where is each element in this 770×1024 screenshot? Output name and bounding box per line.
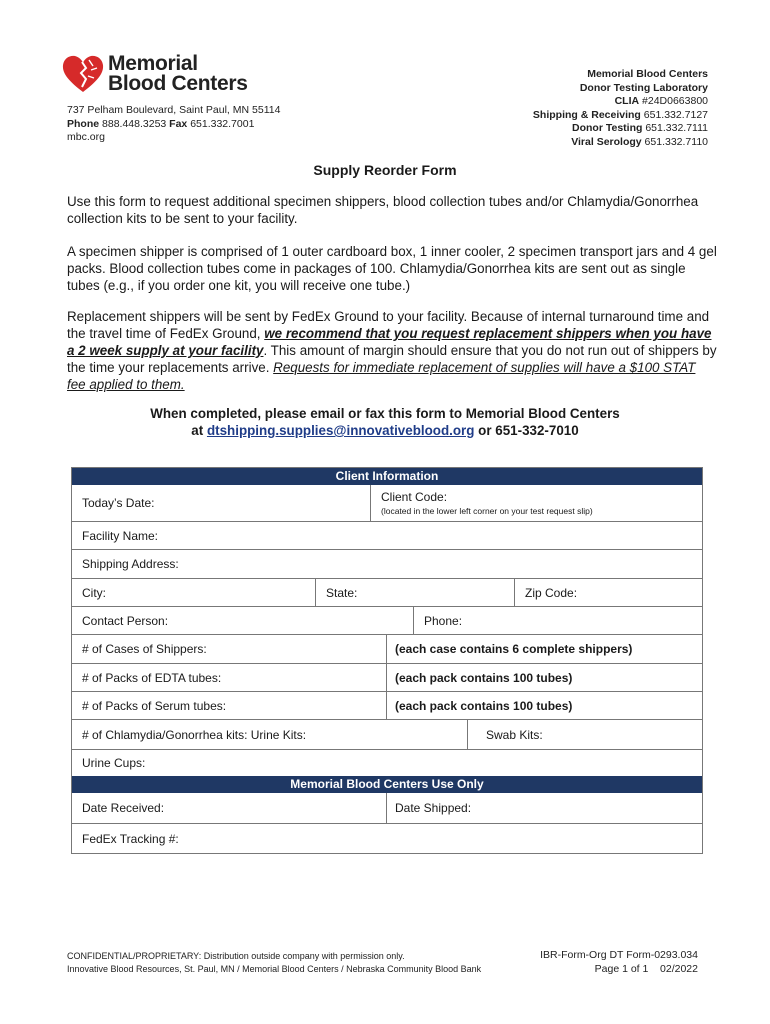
reorder-form-table (71, 467, 703, 854)
edta-tubes-field[interactable] (72, 664, 386, 691)
zip-code-field[interactable] (514, 579, 702, 606)
serum-tubes-label: # of Packs of Serum tubes: (82, 698, 227, 713)
revision-date: 02/2022 (660, 963, 698, 975)
form-row-edta (72, 663, 702, 691)
form-row-facility (72, 521, 702, 549)
client-code-label: Client Code: (381, 490, 448, 504)
phone-label-field: Phone: (424, 613, 463, 628)
swab-kits-label: Swab Kits: (486, 727, 543, 742)
form-id: IBR-Form-Org DT Form-0293.034 (540, 949, 698, 961)
client-code-note: (located in the lower left corner on your test request slip) (381, 506, 593, 516)
form-row-urine-cups (72, 749, 702, 776)
form-row-address (72, 549, 702, 578)
instruction-line1: When completed, please email or fax this form to Memorial Blood Centers (150, 406, 620, 421)
page-info (540, 962, 698, 976)
fedex-tracking-label: FedEx Tracking #: (82, 831, 179, 846)
intro-paragraph: Use this form to request additional specimen shippers, blood collection tubes and/or Chlamydia/Gonorrhea collection kits to be sent to your facility. (67, 194, 699, 226)
state-label: State: (326, 585, 358, 600)
page-title: Supply Reorder Form (313, 162, 457, 178)
phone-label: Phone (67, 117, 100, 130)
contact-line (67, 118, 280, 132)
form-row-serum (72, 691, 702, 719)
street-address: 737 Pelham Boulevard, Saint Paul, MN 55114 (67, 104, 281, 116)
clia-label: CLIA (614, 95, 640, 107)
form-row-cases (72, 634, 702, 663)
cases-note: (each case contains 6 complete shippers) (386, 635, 702, 663)
page-number: Page 1 of 1 (594, 963, 649, 975)
shipping-label: Shipping & Receiving (532, 108, 641, 121)
urine-cups-label: Urine Cups: (82, 756, 146, 770)
recommendation-text: we recommend that you request replacement shippers when you have a 2 week supply at your facility (67, 326, 712, 358)
cases-shippers-label: # of Cases of Shippers: (82, 642, 207, 656)
instruction-line2 (0, 422, 770, 439)
todays-date-label: Today’s Date: (82, 496, 155, 510)
facility-name-label: Facility Name: (82, 528, 159, 543)
fax-instruction: or 651-332-7010 (478, 423, 579, 438)
website: mbc.org (67, 131, 105, 143)
shipping-phone: 651.332.7127 (643, 108, 708, 121)
instruction-at: at (191, 423, 204, 438)
replacement-text-a: Replacement shippers will be sent by FedEx Ground to your facility. Because of internal turnaround time and the travel time of FedEx Ground, (67, 309, 710, 341)
form-row-contact (72, 606, 702, 634)
form-row-chlamydia (72, 719, 702, 749)
form-row-date (72, 485, 702, 521)
client-code-field[interactable] (370, 485, 702, 521)
form-row-fedex (72, 823, 702, 853)
city-field[interactable] (72, 579, 315, 606)
logo-line2: Blood Centers (108, 72, 248, 95)
state-field[interactable] (315, 579, 514, 606)
form-row-city (72, 578, 702, 606)
logo (62, 54, 252, 96)
donor-phone: 651.332.7111 (645, 122, 708, 134)
edta-tubes-label: # of Packs of EDTA tubes: (82, 670, 222, 685)
serum-note: (each pack contains 100 tubes) (386, 692, 702, 719)
form-row-dates (72, 793, 702, 823)
urine-kits-field[interactable] (72, 720, 467, 749)
phone-number: 888.448.3253 (102, 117, 167, 130)
zip-code-label: Zip Code: (525, 585, 578, 600)
fax-number: 651.332.7001 (190, 117, 255, 130)
urine-cups-field[interactable] (72, 750, 702, 776)
fax-label: Fax (169, 117, 188, 130)
fedex-tracking-field[interactable] (72, 824, 702, 853)
lab-dept: Donor Testing Laboratory (579, 81, 708, 94)
email-link[interactable]: dtshipping.supplies@innovativeblood.org (206, 423, 475, 438)
phone-field[interactable] (413, 607, 702, 634)
chlamydia-kits-label: # of Chlamydia/Gonorrhea kits: Urine Kits: (82, 727, 307, 742)
contact-person-field[interactable] (72, 607, 413, 634)
org-address (67, 104, 280, 145)
mbc-use-only-header: Memorial Blood Centers Use Only (72, 776, 702, 793)
edta-note: (each pack contains 100 tubes) (386, 664, 702, 691)
contact-person-label: Contact Person: (82, 613, 169, 628)
date-shipped-label: Date Shipped: (395, 801, 472, 815)
submission-instructions (0, 405, 770, 439)
date-shipped-field[interactable] (386, 793, 702, 823)
heart-logo-icon (62, 54, 104, 94)
shipping-address-field[interactable] (72, 550, 702, 578)
logo-line1: Memorial (108, 52, 198, 75)
facility-name-field[interactable] (72, 522, 702, 549)
swab-kits-field[interactable] (467, 720, 702, 749)
viral-label: Viral Serology (571, 135, 642, 148)
stat-fee-text: Requests for immediate replacement of supplies will have a $100 STAT fee applied to them. (67, 360, 696, 392)
viral-phone: 651.332.7110 (644, 135, 708, 148)
footer-confidential (67, 950, 481, 976)
client-info-header: Client Information (72, 468, 702, 485)
replacement-text-c: . This amount of margin should ensure that you do not run out of shippers by the time your replacements arrive. (67, 343, 717, 375)
footer-form-info (540, 948, 698, 976)
footer-line2: Innovative Blood Resources, St. Paul, MN / Memorial Blood Centers / Nebraska Community Blood Bank (67, 964, 482, 974)
lab-name: Memorial Blood Centers (587, 68, 708, 80)
donor-label: Donor Testing (572, 122, 643, 134)
cases-shippers-field[interactable] (72, 635, 386, 663)
shipping-address-label: Shipping Address: (82, 557, 179, 571)
todays-date-field[interactable] (72, 485, 370, 521)
shipper-paragraph: A specimen shipper is comprised of 1 outer cardboard box, 1 inner cooler, 2 specimen transport jars and 4 gel packs. Blood collection tubes come in packages of 100. Chlamydia/Gonorrhea kits are sent out as single tubes (e.g., if you order one kit, you will receive one tube.) (67, 244, 717, 293)
serum-tubes-field[interactable] (72, 692, 386, 719)
footer-line1: CONFIDENTIAL/PROPRIETARY: Distribution outside company with permission only. (67, 951, 405, 961)
replacement-paragraph (67, 308, 717, 393)
lab-info (533, 68, 708, 149)
clia-number: #24D0663800 (642, 95, 708, 107)
date-received-label: Date Received: (82, 801, 165, 815)
date-received-field[interactable] (72, 793, 386, 823)
city-label: City: (82, 585, 106, 600)
